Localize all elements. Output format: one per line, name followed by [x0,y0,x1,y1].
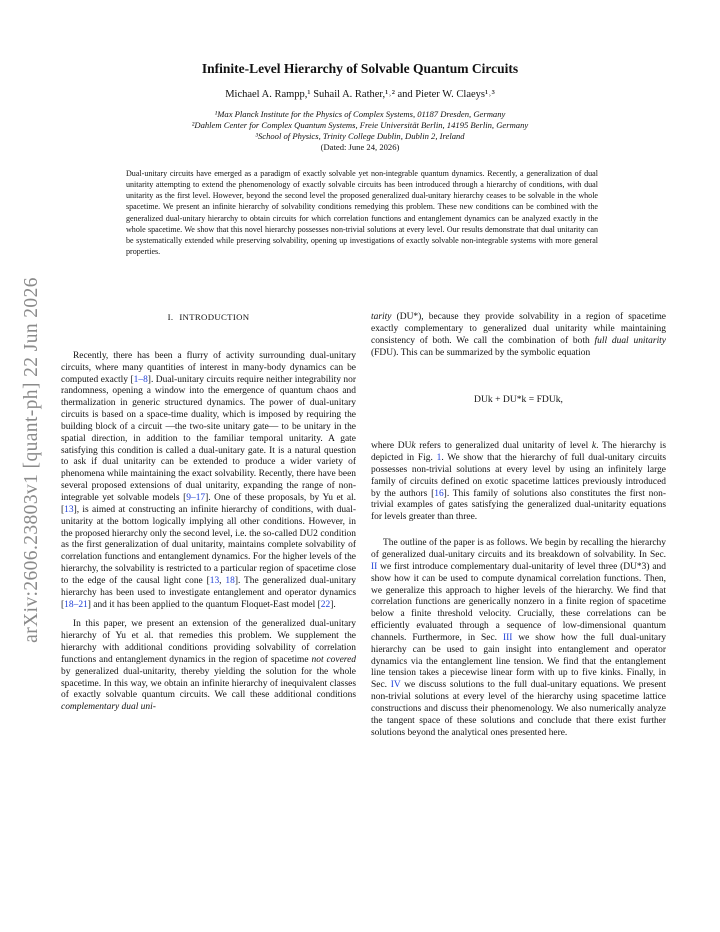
figure-link[interactable]: 1 [436,453,442,464]
intro-paragraph-1: Recently, there has been a flurry of activity surrounding dual-unitary circuits, where many quantities of interest in many-body dynamics can be computed exactly [1–8]. Dual-unitary circuits require neither integrability nor randomness, opening a window into the emergence of quantum chaos and thermalization in generic structured dynamics. The power of dual-unitary circuits is based on a space-time duality, which is imposed by requiring the building block of a circuit —the two-site unitary gate— to be unitary in the spatial direction, in addition to the familiar temporal unitarity. A gate satisfying this condition is called a dual-unitary gate. It is a natural question to ask if dual unitarity can be extended to produce a wider variety of phenomena while maintaining the exact solvability. Recently, there have been several proposed extensions of dual unitarity, expanding the range of non-integrable yet solvable models [9–17]. One of these proposals, by Yu et al. [13], is aimed at constructing an infinite hierarchy of conditions, with dual-unitarity at the bottom logically implying all other conditions. However, in the proposed hierarchy only the second level, i.e. the so-called DU2 condition as the first generalization of dual unitarity, maintains complete solvability of correlation functions and entanglement dynamics. For the higher levels of the hierarchy, the solvability is restricted to a particular region of spacetime close to the edge of the causal light cone [13, 18]. The generalized dual-unitary hierarchy has been used to investigate entanglement and operator dynamics [18–21] and it has been applied to the quantum Floquet-East model [22]. [61,350,356,610]
paper-title: Infinite-Level Hierarchy of Solvable Quantum Circuits [201,61,519,76]
symbolic-equation: DUk + DU*k = FDUk, [474,394,563,406]
section-link[interactable]: III [502,632,513,643]
arxiv-identifier-stamp [12,250,52,670]
section-link[interactable]: IV [390,680,401,691]
intro-paragraph-2: In this paper, we present an extension of the generalized dual-unitary hierarchy of Yu et al. that remedies this problem. We supplement the hierarchy with additional conditions providing solvability of correlation functions and entanglement dynamics in the region of spacetime not covered by generalized dual-unitarity, thereby yielding the solution for the whole spacetime. In this way, we obtain an infinite hierarchy of inequivalent classes of exactly solvable quantum circuits. We call these additional conditions complementary dual uni- [61,619,356,713]
left-column [61,312,356,714]
citation-link[interactable]: 1–8 [133,374,148,385]
citation-link[interactable]: 16 [434,488,444,499]
abstract: Dual-unitary circuits have emerged as a paradigm of exactly solvable yet non-integrable quantum dynamics. Recently, a generalization of dual unitarity attempting to extend the phenomenology of exactly solvable circuits has been introduced through a hierarchy of conditions, with dual unitarity as the first level. However, beyond the second level the proposed generalized dual-unitary hierarchy ceases to be solvable in the whole spacetime. We present an infinite hierarchy of solvability conditions remedying this problem. These new conditions can be combined with the generalized dual-unitary hierarchy to obtain circuits for which correlation functions and entanglement dynamics can be analyzed exactly in the whole spacetime. We show that this novel hierarchy possesses non-trivial solutions at every level. Our results demonstrate that dual unitarity can be systematically extended while preserving solvability, opening up investigations of exactly solvable non-integrable systems with more general properties. [126,169,598,257]
arxiv-identifier-text: arXiv:2606.23803v1 [quant-ph] 22 Jun 2026 [21,277,43,643]
right-column [371,312,666,739]
intro-paragraph-outline: The outline of the paper is as follows. We begin by recalling the hierarchy of generalized dual-unitary circuits and its breakdown of solvability. In Sec. II we first introduce complementary dual-unitarity of level three (DU*3) and show how it can be used to compute dynamical correlation functions. Then, we generalize this approach to higher levels of the hierarchy. We find that correlation functions are generically nonzero in a finite region of spacetime below a finite threshold velocity. Crucially, these correlations can be efficiently evaluated through a sequence of low-dimensional quantum channels. Furthermore, in Sec. III we show how the full dual-unitary hierarchy can be used to gain insight into entanglement and operator dynamics via the entanglement line tension. We find that the entanglement line tension takes a piecewise linear form with up to five kinks. Finally, in Sec. IV we discuss solutions to the full dual-unitary equations. We present non-trivial solutions at every level of the hierarchy using spacetime lattice constructions and discuss their phenomenology. We also numerically analyze the tangent space of these solutions and conclude that there exist further solutions beyond the analytical ones presented here. [371,538,666,738]
citation-link[interactable]: 18–21 [64,599,88,610]
citation-link[interactable]: 9–17 [186,492,206,503]
author-list: Michael A. Rampp,¹ Suhail A. Rather,¹˒² and Pieter W. Claeys¹˒³ [225,89,495,100]
citation-link[interactable]: 22 [320,599,331,610]
intro-paragraph-2-continued: tarity (DU*), because they provide solvability in a region of spacetime exactly complementary to generalized dual unitarity while maintaining consistency of both. We call the combination of both full dual unitarity (FDU). This can be summarized by the symbolic equation [371,312,666,358]
citation-link[interactable]: 18 [225,575,235,586]
affiliations [60,109,660,153]
section-title: INTRODUCTION [179,312,250,322]
section-heading [61,312,356,324]
citation-link[interactable]: 13 [64,504,74,515]
intro-paragraph-3: where DUk refers to generalized dual unitarity of level k. The hierarchy is depicted in Fig. 1. We show that the hierarchy of full dual-unitary circuits possesses non-trivial solutions at every level by using an infinitely large family of circuits defined on exotic spacetime lattices previously introduced by the authors [16]. This family of solutions also constitutes the first non-trivial examples of gates satisfying the generalized dual-unitarity equations for levels greater than three. [371,441,667,523]
dated-line: (Dated: June 24, 2026) [320,142,400,152]
section-number: I. [167,312,174,322]
citation-link[interactable]: 13 [209,575,220,586]
section-link[interactable]: II [371,561,378,572]
affiliation-3: ³School of Physics, Trinity College Dublin, Dublin 2, Ireland [255,131,465,141]
affiliation-1: ¹Max Planck Institute for the Physics of Complex Systems, 01187 Dresden, Germany [214,109,506,119]
affiliation-2: ²Dahlem Center for Complex Quantum Systems, Freie Universität Berlin, 14195 Berlin, Germany [191,120,529,130]
